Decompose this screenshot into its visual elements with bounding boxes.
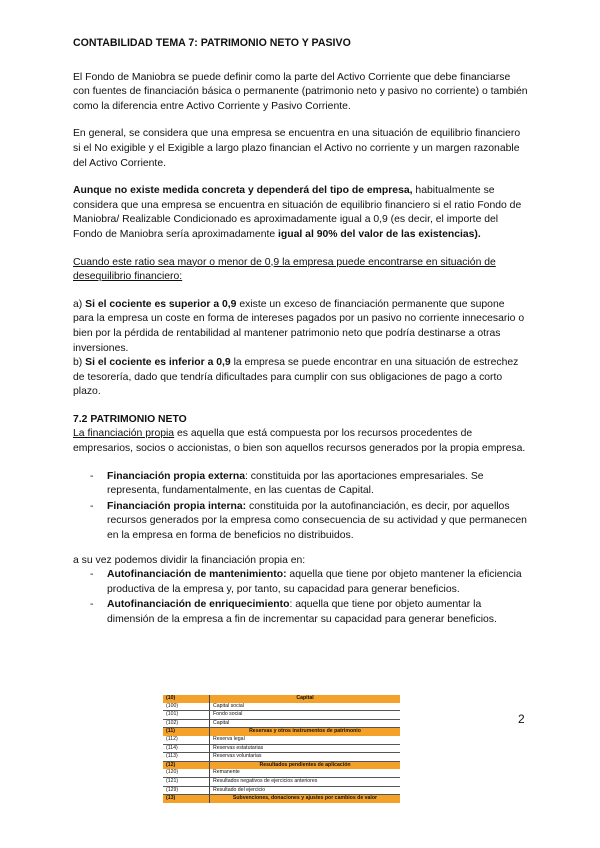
paragraph-case-b — [73, 356, 528, 400]
list-item — [73, 598, 528, 627]
underlined-term: La financiación propia — [73, 428, 175, 440]
dash-bullet: - — [90, 500, 94, 512]
account-code: (101) — [163, 711, 210, 720]
dash-bullet: - — [90, 569, 94, 581]
account-description: Resultados pendientes de aplicación — [210, 761, 401, 769]
paragraph-case-a — [73, 298, 528, 356]
body-text: habitualmente se considera que una empresa se encuentra en situación de equilibrio financiero si el ratio Fondo de Maniobra/ Realizable Condicionado es aproximadamente igual a 0,9 (es decir, el importe del Fondo de Maniobra sería aproximadamente — [73, 185, 522, 240]
paragraph-financiacion-propia — [73, 427, 528, 456]
account-code: (100) — [163, 703, 210, 711]
table-group-row — [163, 728, 400, 736]
account-description: Resultados negativos de ejercicios anteriores — [210, 777, 401, 786]
section-heading: 7.2 PATRIMONIO NETO — [73, 413, 187, 425]
list-autofinanciacion — [73, 568, 528, 627]
account-description: Resultado del ejercicio — [210, 786, 401, 795]
table-group-row — [163, 695, 400, 703]
bold-text: igual al 90% del valor de las existencias). — [278, 228, 481, 240]
body-text: : aquella que tiene por objeto aumentar la dimensión de la empresa a fin de incrementar su capacidad para generar beneficios. — [107, 599, 497, 625]
bold-text: Autofinanciación de mantenimiento: — [107, 569, 287, 581]
account-description: Reservas estatutarias — [210, 744, 401, 753]
table-row — [163, 736, 400, 744]
table-group-row — [163, 761, 400, 769]
account-description: Capital — [210, 719, 401, 728]
body-text: constituida por la autofinanciación, es decir, por aquellos recursos generados por la empresa como consecuencia de su actividad y que permanecen en la empresa en forma de beneficios no distribuidos. — [107, 500, 527, 542]
account-description: Subvenciones, donaciones y ajustes por cambios de valor — [210, 795, 401, 803]
account-description: Capital social — [210, 703, 401, 711]
bold-text: Financiación propia interna: — [107, 500, 247, 512]
case-prefix: b) — [73, 357, 86, 369]
account-code: (10) — [163, 695, 210, 703]
table-group-row — [163, 795, 400, 803]
body-text: es aquella que está compuesta por los recursos procedentes de empresarios, socios o accionistas, o bien son aquellos recursos generados por la propia empresa. — [73, 428, 526, 455]
bold-text: Si el cociente es superior a 0,9 — [85, 298, 237, 310]
account-description: Remanente — [210, 769, 401, 777]
paragraph-desequilibrio: Cuando este ratio sea mayor o menor de 0,9 la empresa puede encontrarse en situación de desequilibrio financiero: — [73, 256, 496, 283]
paragraph-equilibrio: En general, se considera que una empresa se encuentra en una situación de equilibrio financiero si el No exigible y el Exigible a largo plazo financian el Activo no corriente y un margen razonable del Activo Corriente. — [73, 128, 521, 169]
table-row — [163, 744, 400, 753]
dash-bullet: - — [90, 599, 94, 611]
account-code: (121) — [163, 777, 210, 786]
list-item — [73, 568, 528, 597]
account-code: (120) — [163, 769, 210, 777]
account-description: Reserva legal — [210, 736, 401, 744]
paragraph-fondo-maniobra: El Fondo de Maniobra se puede definir como la parte del Activo Corriente que debe financiarse con fuentes de financiación básica o permanente (patrimonio neto y pasivo no corriente) o también como la diferencia entre Activo Corriente y Pasivo Corriente. — [73, 71, 528, 112]
accounts-table-image — [163, 695, 400, 803]
bold-text: Aunque no existe medida concreta y dependerá del tipo de empresa, — [73, 185, 413, 197]
paragraph-division: a su vez podemos dividir la financiación propia en: — [73, 554, 306, 566]
bold-text: Autofinanciación de enriquecimiento — [107, 599, 290, 611]
page-title: CONTABILIDAD TEMA 7: PATRIMONIO NETO Y PASIVO — [73, 37, 351, 49]
account-code: (102) — [163, 719, 210, 728]
table-row — [163, 711, 400, 720]
accounts-table — [163, 695, 400, 803]
table-row — [163, 753, 400, 762]
body-text: la empresa se puede encontrar en una situación de estrechez de tesorería, dado que tendría dificultades para cumplir con sus obligaciones de pago a corto plazo. — [73, 357, 519, 398]
body-text: existe un exceso de financiación permanente que supone para la empresa un coste en forma de intereses pagados por un pasivo no corriente innecesario o bien por la pérdida de rentabilidad al mantener patrimonio neto que podría destinarse a otras inversiones. — [73, 298, 525, 354]
list-item — [73, 470, 528, 499]
list-item — [73, 500, 528, 544]
body-text: aquella que tiene por objeto mantener la eficiencia productiva de la empresa y, por tanto, su capacidad para generar beneficios. — [107, 569, 522, 595]
page-number: 2 — [518, 712, 525, 726]
table-row — [163, 703, 400, 711]
account-description: Capital — [210, 695, 401, 703]
table-row — [163, 769, 400, 777]
paragraph-ratio — [73, 184, 528, 242]
account-code: (13) — [163, 795, 210, 803]
bold-text: Si el cociente es inferior a 0,9 — [85, 357, 231, 369]
case-prefix: a) — [73, 298, 86, 310]
account-description: Reservas y otros instrumentos de patrimonio — [210, 728, 401, 736]
account-code: (112) — [163, 736, 210, 744]
account-description: Reservas voluntarias — [210, 753, 401, 762]
account-code: (12) — [163, 761, 210, 769]
dash-bullet: - — [90, 470, 94, 482]
table-row — [163, 786, 400, 795]
table-row — [163, 777, 400, 786]
list-financiacion — [73, 470, 528, 544]
body-text: : constituida por las aportaciones empresariales. Se representa, fundamentalmente, en las cuentas de Capital. — [107, 470, 484, 497]
table-row — [163, 719, 400, 728]
account-code: (129) — [163, 786, 210, 795]
account-code: (11) — [163, 728, 210, 736]
document-page — [73, 30, 528, 638]
account-description: Fondo social — [210, 711, 401, 720]
account-code: (114) — [163, 744, 210, 753]
account-code: (113) — [163, 753, 210, 762]
bold-text: Financiación propia externa — [107, 470, 246, 482]
